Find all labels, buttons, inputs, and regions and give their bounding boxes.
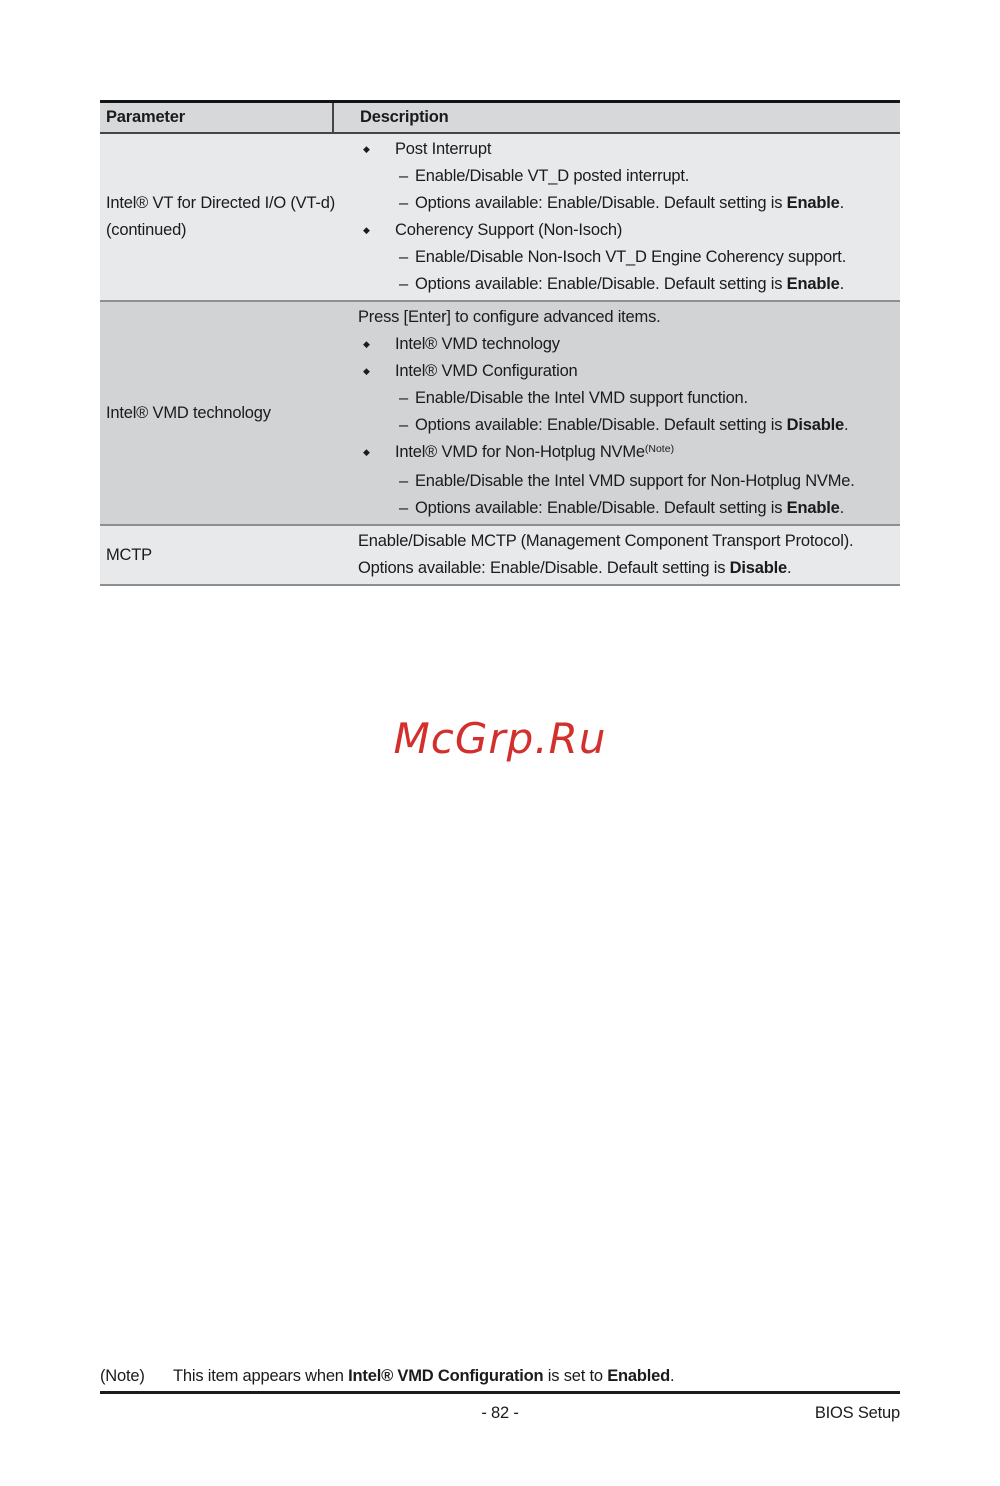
diamond-bullet-icon: ◆ bbox=[363, 366, 370, 376]
text-segment: . bbox=[839, 275, 844, 293]
footnote-label: (Note) bbox=[100, 1367, 145, 1385]
bold-text: Disable bbox=[786, 416, 844, 434]
parameter-text: Intel® VMD technology bbox=[106, 403, 271, 422]
description-line bbox=[358, 271, 894, 298]
footer-section-label: BIOS Setup bbox=[814, 1404, 900, 1422]
diamond-bullet-icon: ◆ bbox=[363, 144, 370, 154]
text-segment: Options available: Enable/Disable. Default setting is bbox=[415, 194, 787, 212]
dash-marker: – bbox=[399, 167, 408, 185]
description-line bbox=[358, 439, 894, 468]
text-segment: Enable/Disable VT_D posted interrupt. bbox=[415, 167, 690, 185]
column-header-parameter: Parameter bbox=[106, 108, 185, 126]
description-line bbox=[358, 495, 894, 522]
text-segment: Intel® VMD Configuration bbox=[395, 362, 578, 380]
description-cell bbox=[332, 136, 900, 298]
text-segment: Enable/Disable the Intel VMD support for Non-Hotplug NVMe. bbox=[415, 472, 855, 490]
description-cell bbox=[332, 528, 900, 582]
dash-marker: – bbox=[399, 389, 408, 407]
text-segment: This item appears when bbox=[173, 1367, 349, 1385]
dash-marker: – bbox=[399, 416, 408, 434]
description-line bbox=[358, 555, 894, 582]
bios-parameter-table bbox=[100, 100, 900, 586]
text-segment: . bbox=[839, 194, 844, 212]
diamond-bullet-icon: ◆ bbox=[363, 339, 370, 349]
dash-marker: – bbox=[399, 275, 408, 293]
text-segment: . bbox=[843, 416, 849, 434]
diamond-bullet-icon: ◆ bbox=[363, 225, 370, 235]
footnote-text bbox=[173, 1367, 674, 1385]
description-line bbox=[358, 136, 894, 163]
description-line bbox=[358, 244, 894, 271]
description-line bbox=[358, 468, 894, 495]
parameter-text: Intel® VT for Directed I/O (VT-d) bbox=[106, 194, 335, 212]
description-line bbox=[358, 304, 894, 331]
watermark: McGrp.Ru bbox=[393, 714, 607, 763]
text-segment: Enable/Disable the Intel VMD support function. bbox=[415, 389, 748, 407]
bold-text: Intel® VMD Configuration bbox=[348, 1367, 544, 1385]
footer-rule bbox=[100, 1391, 900, 1394]
parameter-cell bbox=[106, 134, 356, 300]
description-line bbox=[358, 358, 894, 385]
text-segment: Enable/Disable MCTP (Management Component Transport Protocol). bbox=[358, 532, 854, 550]
text-segment: Options available: Enable/Disable. Default setting is bbox=[415, 275, 787, 293]
superscript-note-ref: (Note) bbox=[644, 443, 675, 455]
dash-marker: – bbox=[399, 194, 408, 212]
page-footer bbox=[100, 1401, 900, 1425]
description-line bbox=[358, 190, 894, 217]
footnote bbox=[100, 1364, 900, 1388]
bold-text: Enabled bbox=[607, 1367, 671, 1385]
text-segment: Enable/Disable Non-Isoch VT_D Engine Coherency support. bbox=[415, 248, 847, 266]
column-header-description: Description bbox=[332, 103, 449, 132]
bold-text: Disable bbox=[729, 559, 787, 577]
bold-text: Enable bbox=[786, 275, 840, 293]
text-segment: Intel® VMD technology bbox=[395, 335, 560, 353]
text-segment: Options available: Enable/Disable. Default setting is bbox=[358, 559, 730, 577]
text-segment: Intel® VMD for Non-Hotplug NVMe bbox=[395, 443, 645, 461]
description-line bbox=[358, 528, 894, 555]
description-line bbox=[358, 163, 894, 190]
page-number: - 82 - bbox=[481, 1404, 519, 1422]
parameter-cell bbox=[106, 526, 356, 584]
text-segment: Coherency Support (Non-Isoch) bbox=[395, 221, 623, 239]
table-body bbox=[100, 134, 900, 584]
dash-marker: – bbox=[399, 499, 408, 517]
text-segment: . bbox=[670, 1367, 675, 1385]
parameter-text: (continued) bbox=[106, 221, 187, 239]
table-row bbox=[100, 134, 900, 300]
text-segment: Press [Enter] to configure advanced items. bbox=[358, 308, 661, 326]
description-cell bbox=[332, 304, 900, 522]
text-segment: Options available: Enable/Disable. Default setting is bbox=[415, 499, 787, 517]
description-line bbox=[358, 385, 894, 412]
parameter-text: MCTP bbox=[106, 545, 152, 564]
text-segment: Options available: Enable/Disable. Default setting is bbox=[415, 416, 787, 434]
table-header-row bbox=[100, 103, 900, 134]
text-segment: is set to bbox=[543, 1367, 608, 1385]
bold-text: Enable bbox=[786, 499, 840, 517]
parameter-cell bbox=[106, 302, 356, 524]
text-segment: . bbox=[839, 499, 844, 517]
text-segment: . bbox=[786, 559, 792, 577]
diamond-bullet-icon: ◆ bbox=[363, 447, 370, 457]
table-row bbox=[100, 524, 900, 584]
table-row bbox=[100, 300, 900, 524]
bold-text: Enable bbox=[786, 194, 840, 212]
description-line bbox=[358, 217, 894, 244]
text-segment: Post Interrupt bbox=[395, 140, 492, 158]
description-line bbox=[358, 331, 894, 358]
description-line bbox=[358, 412, 894, 439]
dash-marker: – bbox=[399, 472, 408, 490]
dash-marker: – bbox=[399, 248, 408, 266]
